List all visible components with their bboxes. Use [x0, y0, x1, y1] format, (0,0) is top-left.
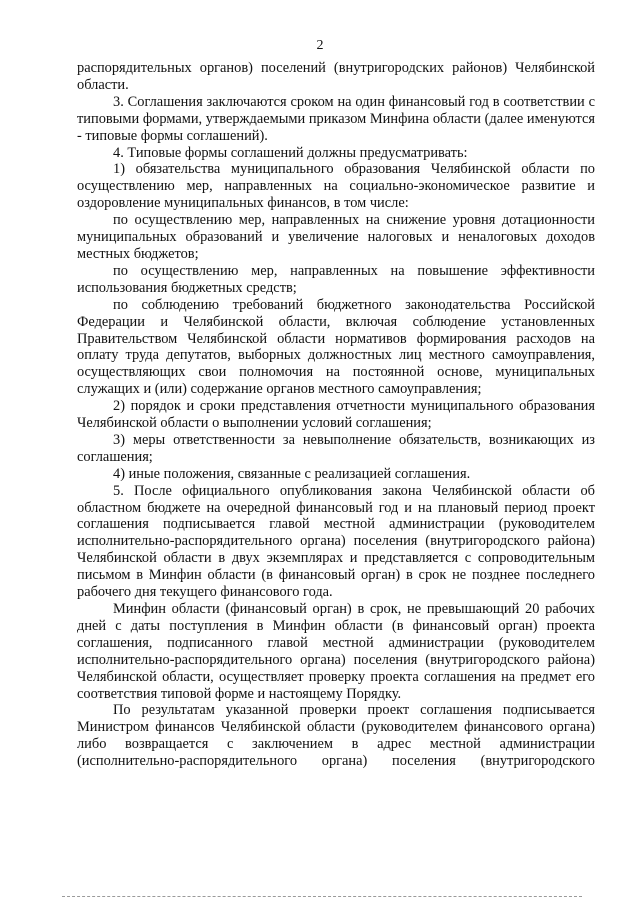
- paragraph-subitem-4: 4) иные положения, связанные с реализацией соглашения.: [113, 465, 471, 482]
- document-body: [77, 60, 595, 770]
- paragraph-budget-compliance: по соблюдению требований бюджетного законодательства Российской Федерации и Челябинской области, включая соблюдение установленных Правительством Челябинской области нормативов формирования расходов на оплату труда депутатов, выборных должностных лиц местного самоуправления, осуществляющих свои полномочия на постоянной основе, муниципальных служащих и (или) содержание органов местного самоуправления;: [77, 296, 595, 398]
- paragraph-measures-subsidy: по осуществлению мер, направленных на снижение уровня дотационности муниципальных образований и увеличение налоговых и неналоговых доходов местных бюджетов;: [77, 212, 595, 262]
- paragraph-review-results: По результатам указанной проверки проект соглашения подписывается Министром финансов Челябинской области (руководителем финансового органа) либо возвращается с заключением в адрес местной администрации (исполнительно-распорядительного органа) поселения (внутригородского: [77, 702, 595, 770]
- paragraph-subitem-1: 1) обязательства муниципального образования Челябинской области по осуществлению мер, направленных на социально-экономическое развитие и оздоровление муниципальных финансов, в том числе:: [77, 161, 595, 212]
- paragraph-subitem-3: 3) меры ответственности за невыполнение обязательств, возникающих из соглашения;: [77, 431, 595, 465]
- bottom-divider: [62, 896, 582, 897]
- paragraph-subitem-2: 2) порядок и сроки представления отчетности муниципального образования Челябинской области о выполнении условий соглашения;: [77, 398, 595, 432]
- paragraph-item-4: 4. Типовые формы соглашений должны предусматривать:: [113, 144, 468, 161]
- paragraph-item-5: 5. После официального опубликования закона Челябинской области об областном бюджете на очередной финансовый год и на плановый период проект соглашения подписывается главой местной администрации (руководителем исполнительно-распорядительного органа) поселения (внутригородского района) Челябинской области в двух экземплярах и представляется с сопроводительным письмом в Минфин области (в финансовый орган) в срок не позднее последнего рабочего дня текущего финансового года.: [77, 482, 595, 601]
- page-number: 2: [316, 38, 324, 53]
- paragraph-measures-efficiency: по осуществлению мер, направленных на повышение эффективности использования бюджетных средств;: [77, 262, 595, 296]
- paragraph-continuation: распорядительных органов) поселений (внутригородских районов) Челябинской области.: [77, 60, 595, 93]
- paragraph-minfin-review: Минфин области (финансовый орган) в срок, не превышающий 20 рабочих дней с даты поступления в Минфин области (в финансовый орган) проекта соглашения, подписанного главой местной администрации (руководителем исполнительно-распорядительного органа) поселения (внутригородского района) Челябинской области, осуществляет проверку проекта соглашения на предмет его соответствия типовой форме и настоящему Порядку.: [77, 601, 595, 702]
- paragraph-item-3: 3. Соглашения заключаются сроком на один финансовый год в соответствии с типовыми формами, утверждаемыми приказом Минфина области (далее именуются - типовые формы соглашений).: [77, 93, 595, 144]
